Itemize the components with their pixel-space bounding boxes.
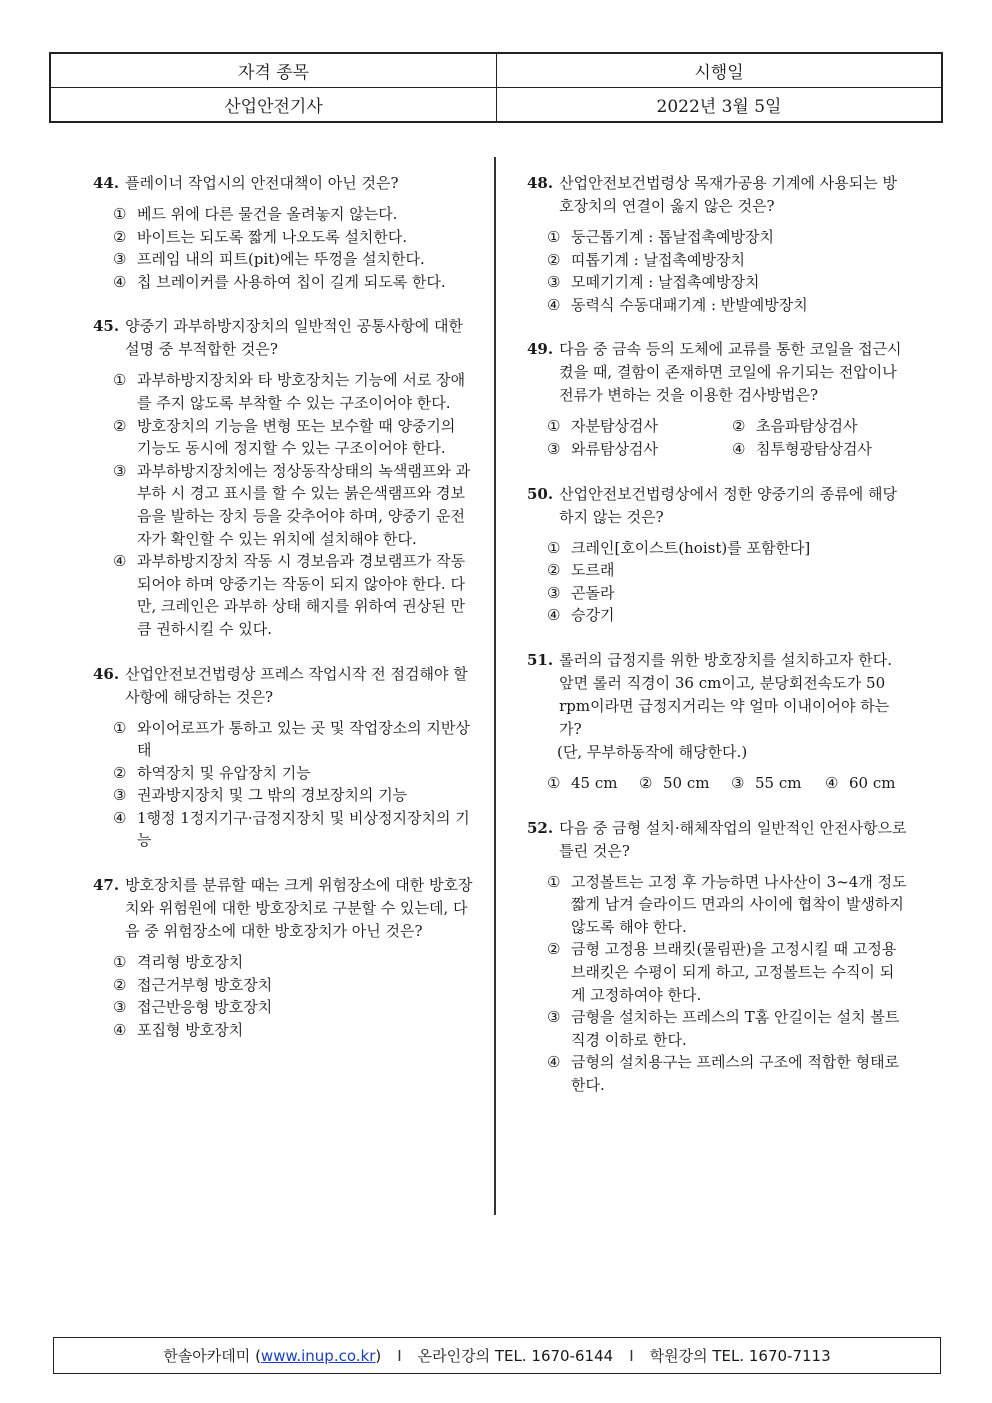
- option-text: 곤돌라: [571, 583, 615, 602]
- question-text: 양중기 과부하방지장치의 일반적인 공통사항에 대한 설명 중 부적합한 것은?: [125, 317, 463, 359]
- question-item: [527, 649, 907, 795]
- option-marker: ①: [547, 773, 561, 792]
- answer-option: [547, 582, 907, 605]
- footer-website-link[interactable]: www.inup.co.kr: [260, 1347, 376, 1365]
- option-text: 금형의 설치용구는 프레스의 구조에 적합한 형태로 한다.: [571, 1053, 900, 1094]
- question-text: 산업안전보건법령상 프레스 작업시작 전 점검해야 할 사항에 해당하는 것은?: [125, 664, 468, 706]
- question-item: [93, 874, 473, 1041]
- question-number: 50.: [527, 484, 554, 503]
- answer-option: [547, 938, 907, 1006]
- option-marker: ①: [547, 872, 561, 891]
- option-text: 60 cm: [849, 773, 896, 792]
- footer-paren-close: ): [375, 1347, 382, 1365]
- answer-option: [113, 271, 473, 294]
- question-text: 산업안전보건법령상에서 정한 양중기의 종류에 해당하지 않는 것은?: [559, 484, 897, 526]
- answer-option: [547, 415, 732, 438]
- option-marker: ④: [113, 1020, 127, 1039]
- question-stem: [93, 663, 473, 709]
- option-marker: ②: [113, 763, 127, 782]
- option-text: 과부하방지장치와 타 방호장치는 기능에 서로 장애를 주지 않도록 부착할 수 있는 구조이어야 한다.: [137, 371, 466, 412]
- option-marker: ③: [547, 439, 561, 458]
- right-question-column: [527, 172, 907, 1118]
- page-footer: [53, 1337, 941, 1374]
- option-marker: ④: [113, 808, 127, 827]
- option-marker: ②: [547, 250, 561, 269]
- option-text: 바이트는 되도록 짧게 나오도록 설치한다.: [137, 227, 408, 246]
- question-stem: [93, 315, 473, 361]
- answer-option: [113, 369, 473, 414]
- header-label-date: 시행일: [497, 54, 941, 88]
- question-number: 48.: [527, 174, 554, 192]
- option-marker: ④: [113, 272, 127, 291]
- option-text: 띠톱기계 : 날접촉예방장치: [571, 250, 745, 269]
- option-marker: ④: [547, 295, 561, 314]
- option-text: 고정볼트는 고정 후 가능하면 나사산이 3~4개 정도 짧게 남겨 슬라이드 면과의 사이에 협착이 발생하지 않도록 해야 한다.: [571, 872, 907, 936]
- answer-option: [639, 772, 731, 795]
- option-text: 45 cm: [571, 773, 618, 792]
- option-marker: ①: [113, 205, 127, 223]
- answer-option: [547, 271, 907, 294]
- question-text: 다음 중 금형 설치·해체작업의 일반적인 안전사항으로 틀린 것은?: [559, 818, 907, 860]
- question-text: 방호장치를 분류할 때는 크게 위험장소에 대한 방호장치와 위험원에 대한 방호장치로 구분할 수 있는데, 다음 중 위험장소에 대한 방호장치가 아닌 것은?: [125, 876, 473, 941]
- answer-option: [547, 604, 907, 627]
- answer-option: [547, 438, 732, 461]
- footer-academy-name: 한솔아카데미: [163, 1347, 251, 1365]
- exam-header-table: [49, 52, 943, 123]
- answer-option: [113, 807, 473, 852]
- footer-offline-tel: 학원강의 TEL. 1670-7113: [649, 1347, 831, 1365]
- option-text: 과부하방지장치에는 정상동작상태의 녹색램프와 과부하 시 경고 표시를 할 수 있는 붉은색램프와 경보음을 발하는 장치 등을 갖추어야 하며, 양중기 운전자가 확인할 수 있는 위치에 설치해야 한다.: [137, 461, 471, 548]
- question-number: 49.: [527, 340, 554, 359]
- option-text: 도르래: [571, 561, 615, 580]
- answer-option: [113, 226, 473, 249]
- option-text: 베드 위에 다른 물건을 올려놓지 않는다.: [137, 205, 398, 223]
- answer-option: [113, 996, 473, 1019]
- option-list: [93, 369, 473, 640]
- option-marker: ①: [113, 718, 127, 737]
- answer-option: [547, 1006, 907, 1051]
- header-date-value: 2022년 3월 5일: [656, 96, 782, 117]
- option-text: 금형 고정용 브래킷(물림판)을 고정시킬 때 고정용 브래킷은 수평이 되게 하고, 고정볼트는 수직이 되게 고정하여야 한다.: [571, 940, 897, 1004]
- footer-separator-1: I: [397, 1346, 402, 1365]
- option-text: 포집형 방호장치: [137, 1020, 244, 1039]
- answer-option: [113, 248, 473, 271]
- option-list: [527, 415, 907, 460]
- option-marker: ③: [547, 583, 561, 602]
- answer-option: [547, 559, 907, 582]
- question-item: [93, 663, 473, 853]
- option-marker: ③: [113, 461, 127, 480]
- option-marker: ④: [825, 773, 839, 792]
- answer-option: [547, 249, 907, 272]
- question-stem: [527, 649, 907, 741]
- option-text: 모떼기기계 : 날접촉예방장치: [571, 273, 760, 292]
- option-list: [93, 203, 473, 293]
- answer-option: [113, 784, 473, 807]
- question-item: [527, 817, 907, 1097]
- option-marker: ②: [113, 416, 127, 435]
- question-number: 51.: [527, 650, 554, 669]
- option-marker: ①: [547, 228, 561, 246]
- question-number: 47.: [93, 876, 120, 895]
- answer-option: [547, 226, 907, 249]
- option-marker: ①: [547, 417, 561, 436]
- answer-option: [113, 762, 473, 785]
- option-text: 50 cm: [663, 773, 710, 792]
- question-text: 플레이너 작업시의 안전대책이 아닌 것은?: [125, 174, 399, 192]
- footer-paren-open: (: [255, 1347, 261, 1365]
- option-text: 칩 브레이커를 사용하여 칩이 길게 되도록 한다.: [137, 272, 446, 291]
- option-text: 격리형 방호장치: [137, 953, 244, 972]
- option-text: 접근거부형 방호장치: [137, 975, 273, 994]
- answer-option: [113, 460, 473, 550]
- answer-option: [732, 415, 907, 438]
- option-marker: ③: [547, 1008, 561, 1027]
- answer-option: [113, 415, 473, 460]
- option-text: 와이어로프가 통하고 있는 곳 및 작업장소의 지반상태: [137, 718, 470, 760]
- option-text: 프레임 내의 피트(pit)에는 뚜껑을 설치한다.: [137, 250, 425, 269]
- question-number: 52.: [527, 818, 554, 837]
- answer-option: [547, 294, 907, 317]
- footer-separator-2: I: [629, 1346, 634, 1365]
- option-marker: ②: [639, 773, 653, 792]
- option-list: [527, 871, 907, 1097]
- option-marker: ④: [732, 439, 746, 458]
- answer-option: [113, 550, 473, 640]
- answer-option: [113, 203, 473, 226]
- option-text: 둥근톱기계 : 톱날접촉예방장치: [571, 228, 774, 246]
- header-subject-value: 산업안전기사: [51, 88, 497, 122]
- option-marker: ①: [113, 953, 127, 972]
- option-text: 침투형광탐상검사: [756, 439, 872, 458]
- answer-option: [547, 1051, 907, 1096]
- answer-option: [113, 717, 473, 762]
- option-text: 접근반응형 방호장치: [137, 998, 273, 1017]
- option-text: 동력식 수동대패기계 : 반발예방장치: [571, 295, 808, 314]
- option-text: 초음파탐상검사: [756, 417, 858, 436]
- answer-option: [731, 772, 825, 795]
- question-item: [527, 172, 907, 316]
- option-marker: ③: [547, 273, 561, 292]
- option-marker: ②: [547, 940, 561, 959]
- option-marker: ①: [113, 371, 127, 390]
- footer-contact: [163, 1345, 381, 1366]
- option-text: 와류탐상검사: [571, 439, 658, 458]
- option-marker: ④: [547, 1053, 561, 1072]
- option-list: [527, 226, 907, 316]
- question-text: 산업안전보건법령상 목재가공용 기계에 사용되는 방호장치의 연결이 옳지 않은 것은?: [559, 174, 897, 215]
- option-marker: ②: [113, 975, 127, 994]
- answer-option: [732, 438, 907, 461]
- option-text: 하역장치 및 유압장치 기능: [137, 763, 311, 782]
- question-item: [93, 172, 473, 293]
- option-list: [527, 772, 907, 795]
- option-text: 자분탐상검사: [571, 417, 658, 436]
- option-text: 1행정 1정지기구·급정지장치 및 비상정지장치의 기능: [137, 808, 470, 850]
- question-stem: [527, 483, 907, 529]
- question-stem: [527, 172, 907, 218]
- question-stem: [93, 874, 473, 943]
- option-marker: ②: [547, 561, 561, 580]
- option-text: 과부하방지장치 작동 시 경보음과 경보램프가 작동되어야 하며 양중기는 작동이 되지 않아야 한다. 다만, 크레인은 과부하 상태 해지를 위하여 권상된 만큼 권하시킬 수 있다.: [137, 552, 466, 638]
- answer-option: [547, 537, 907, 560]
- option-marker: ④: [547, 606, 561, 625]
- header-label-subject: 자격 종목: [51, 54, 497, 88]
- option-marker: ②: [113, 227, 127, 246]
- option-list: [527, 537, 907, 627]
- answer-option: [547, 871, 907, 939]
- option-marker: ③: [113, 998, 127, 1017]
- question-item: [527, 338, 907, 460]
- option-text: 55 cm: [755, 773, 802, 792]
- option-marker: ③: [113, 786, 127, 805]
- option-marker: ②: [732, 417, 746, 436]
- option-text: 승강기: [571, 606, 615, 625]
- question-number: 45.: [93, 317, 120, 336]
- left-question-column: [93, 172, 473, 1063]
- question-stem: [527, 338, 907, 407]
- question-stem: [527, 817, 907, 863]
- column-divider: [494, 157, 496, 1215]
- answer-option: [113, 974, 473, 997]
- question-text: 롤러의 급정지를 위한 방호장치를 설치하고자 한다. 앞면 롤러 직경이 36 cm이고, 분당회전속도가 50 rpm이라면 급정지거리는 약 얼마 이내이어야 하는가?: [559, 650, 893, 738]
- question-number: 46.: [93, 664, 120, 683]
- option-marker: ③: [113, 250, 127, 269]
- option-list: [93, 717, 473, 853]
- option-marker: ①: [547, 538, 561, 557]
- option-marker: ④: [113, 552, 127, 571]
- option-text: 방호장치의 기능을 변형 또는 보수할 때 양중기의 기능도 동시에 정지할 수 있는 구조이어야 한다.: [137, 416, 456, 458]
- question-stem: [93, 172, 473, 195]
- question-item: [93, 315, 473, 640]
- question-number: 44.: [93, 174, 120, 192]
- option-text: 금형을 설치하는 프레스의 T홈 안길이는 설치 볼트 직경 이하로 한다.: [571, 1008, 900, 1049]
- answer-option: [113, 951, 473, 974]
- option-list: [93, 951, 473, 1041]
- answer-option: [547, 772, 639, 795]
- question-item: [527, 483, 907, 627]
- question-text: 다음 중 금속 등의 도체에 교류를 통한 코일을 접근시켰을 때, 결함이 존재하면 코일에 유기되는 전압이나 전류가 변하는 것을 이용한 검사방법은?: [559, 340, 902, 405]
- option-text: 크레인[호이스트(hoist)를 포함한다]: [571, 538, 811, 557]
- option-marker: ③: [731, 773, 745, 792]
- footer-online-tel: 온라인강의 TEL. 1670-6144: [417, 1347, 614, 1365]
- option-text: 권과방지장치 및 그 밖의 경보장치의 기능: [137, 786, 408, 805]
- answer-option: [113, 1019, 473, 1042]
- question-note: (단, 무부하동작에 해당한다.): [557, 742, 748, 761]
- answer-option: [825, 772, 907, 795]
